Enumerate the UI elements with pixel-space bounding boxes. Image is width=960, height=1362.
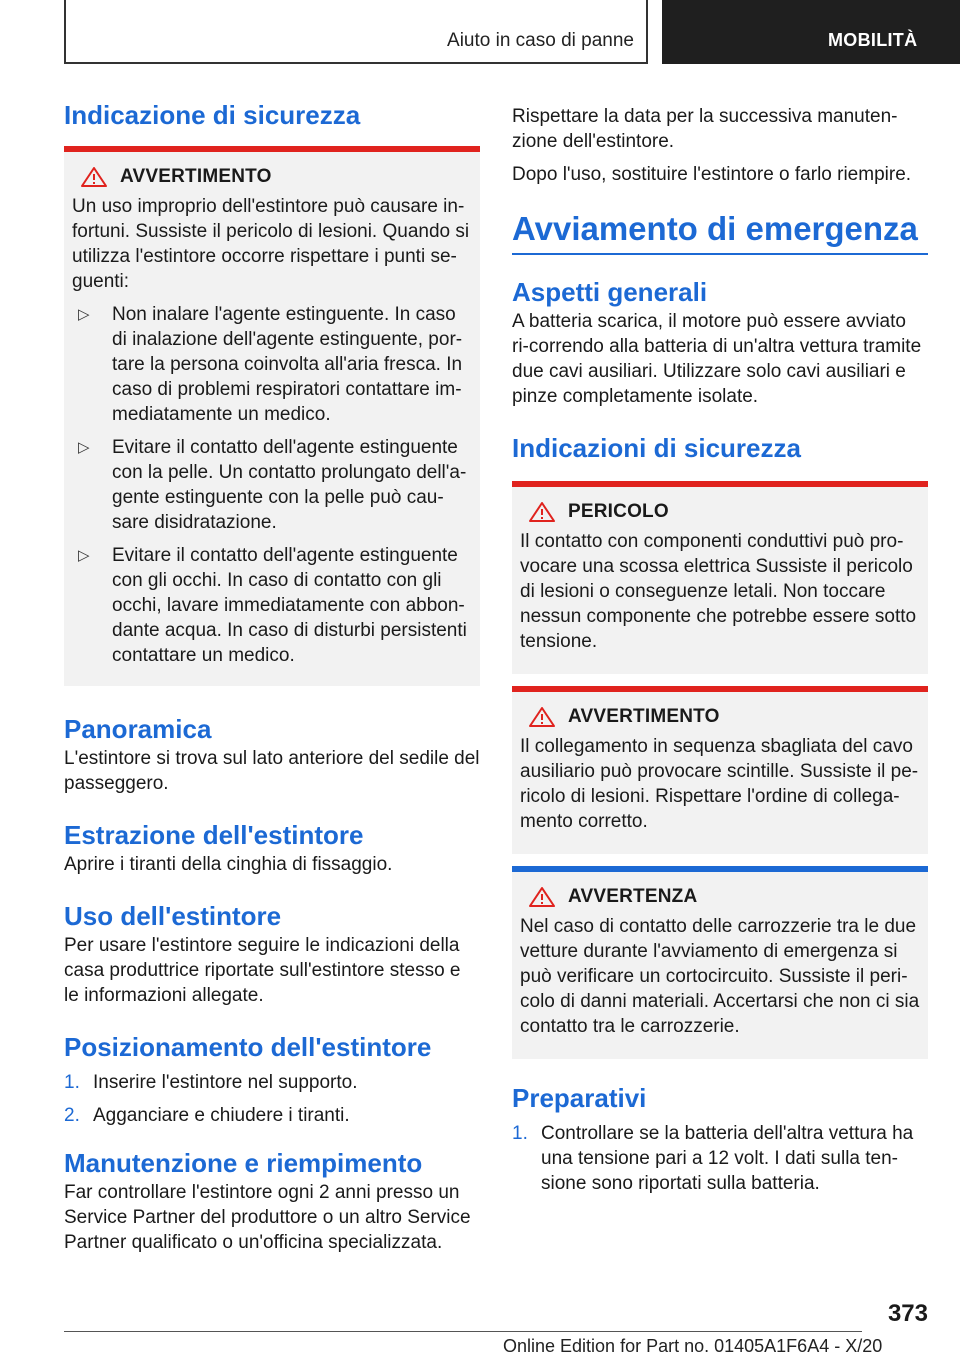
left-column bbox=[64, 98, 480, 1255]
step-number: 1. bbox=[64, 1072, 80, 1093]
continued-text: Rispettare la data per la successiva manuten-zione dell'estintore. bbox=[512, 106, 898, 152]
page-number: 373 bbox=[887, 1300, 928, 1327]
caution-text: Nel caso di contatto delle carrozzerie tra le due vetture durante l'avviamento di emergenza si può verificare un cortocircuito. Sussiste il peri-colo di danni materiali. Accertarsi che non ci sia contatto tra le carrozzerie. bbox=[520, 916, 920, 1037]
warning-label: AVVERTIMENTO bbox=[568, 706, 720, 727]
step-text: Inserire l'estintore nel supporto. bbox=[93, 1072, 358, 1093]
footer-edition: Online Edition for Part no. 01405A1F6A4 - X/20 bbox=[503, 1336, 883, 1356]
right-column bbox=[512, 104, 928, 1196]
general-text: A batteria scarica, il motore può essere avviato ri-correndo alla batteria di un'altra vettura tramite due cavi ausiliari. Utilizzare solo cavi ausiliari e pinze completamente isolate. bbox=[512, 311, 922, 407]
continued-text-2: Dopo l'uso, sostituire l'estintore o farlo riempire. bbox=[512, 164, 912, 185]
caution-triangle-icon bbox=[528, 886, 556, 908]
warning-text: Il collegamento in sequenza sbagliata del cavo ausiliario può provocare scintille. Sussiste il pe-ricolo di lesioni. Rispettare l'ordine di collega-mento corretto. bbox=[520, 736, 919, 832]
warning-label: AVVERTIMENTO bbox=[120, 166, 272, 187]
section-tab-label: MOBILITÀ bbox=[828, 30, 918, 50]
step-number: 1. bbox=[512, 1123, 528, 1144]
list-item bbox=[512, 1121, 928, 1196]
heading-removal: Estrazione dell'estintore bbox=[64, 820, 364, 850]
warning-triangle-icon bbox=[80, 166, 108, 188]
removal-text: Aprire i tiranti della cinghia di fissaggio. bbox=[64, 854, 393, 875]
step-text: Agganciare e chiudere i tiranti. bbox=[93, 1105, 350, 1126]
warning-box-extinguisher bbox=[64, 146, 480, 686]
chapter-title: Aiuto in caso di panne bbox=[447, 30, 634, 51]
warning-box-header bbox=[520, 706, 920, 728]
danger-label: PERICOLO bbox=[568, 501, 669, 522]
warning-triangle-icon bbox=[528, 706, 556, 728]
maintenance-text: Far controllare l'estintore ogni 2 anni presso un Service Partner del produttore o un altro Service Partner qualificato o un'officina specializzata. bbox=[64, 1182, 471, 1253]
caution-box bbox=[512, 866, 928, 1059]
footer-divider bbox=[64, 1331, 862, 1332]
heading-preparations: Preparativi bbox=[512, 1083, 647, 1113]
heading-safety-note: Indicazione di sicurezza bbox=[64, 100, 361, 130]
warning-box-header bbox=[72, 166, 472, 188]
use-text: Per usare l'estintore seguire le indicazioni della casa produttrice riportate sull'estintore stesso e le informazioni allegate. bbox=[64, 935, 461, 1006]
overview-text: L'estintore si trova sul lato anteriore del sedile del passeggero. bbox=[64, 748, 480, 794]
danger-text: Il contatto con componenti conduttivi può pro-vocare una scossa elettrica Sussiste il pericolo di lesioni o conseguenze letali. Non toccare nessun componente che potrebbe essere sotto tensione. bbox=[520, 531, 917, 652]
caution-box-header bbox=[520, 886, 920, 908]
bullet-text: Non inalare l'agente estinguente. In caso di inalazione dell'agente estinguente, por-tare la persona coinvolta all'aria fresca. In caso di problemi respiratori contattare im-mediatamente un medico. bbox=[112, 304, 463, 425]
bullet-item bbox=[72, 435, 472, 535]
bullet-marker: ▷ bbox=[78, 547, 90, 564]
warning-box-cable bbox=[512, 686, 928, 854]
heading-positioning: Posizionamento dell'estintore bbox=[64, 1032, 432, 1062]
list-item bbox=[64, 1070, 480, 1095]
bullet-item bbox=[72, 302, 472, 427]
heading-use: Uso dell'estintore bbox=[64, 901, 282, 931]
heading-maintenance: Manutenzione e riempimento bbox=[64, 1148, 423, 1178]
bullet-marker: ▷ bbox=[78, 439, 90, 456]
list-item bbox=[64, 1103, 480, 1128]
heading-safety-notes: Indicazioni di sicurezza bbox=[512, 433, 801, 463]
heading-general: Aspetti generali bbox=[512, 277, 708, 307]
step-number: 2. bbox=[64, 1105, 80, 1126]
heading-jump-start: Avviamento di emergenza bbox=[512, 210, 918, 247]
bullet-marker: ▷ bbox=[78, 306, 90, 323]
danger-box-header bbox=[520, 501, 920, 523]
warning-intro: Un uso improprio dell'estintore può causare in-fortuni. Sussiste il pericolo di lesioni. Quando si utilizza l'estintore occorre rispettare i punti se-guenti: bbox=[72, 196, 470, 292]
danger-box bbox=[512, 481, 928, 674]
warning-triangle-icon bbox=[528, 501, 556, 523]
header-section-tab bbox=[662, 0, 960, 64]
heading-overview: Panoramica bbox=[64, 714, 212, 744]
caution-label: AVVERTENZA bbox=[568, 886, 698, 907]
step-text: Controllare se la batteria dell'altra vettura ha una tensione pari a 12 volt. I dati sulla ten-sione sono riportati sulla batteria. bbox=[541, 1123, 914, 1194]
header-chapter-box bbox=[64, 0, 648, 64]
bullet-text: Evitare il contatto dell'agente estinguente con la pelle. Un contatto prolungato dell'a-gente estinguente con la pelle può cau-sare disidratazione. bbox=[112, 437, 467, 533]
bullet-item bbox=[72, 543, 472, 668]
bullet-text: Evitare il contatto dell'agente estinguente con gli occhi. In caso di contatto con gli occhi, lavare immediatamente con abbon-dante acqua. In caso di disturbi persistenti contattare un medico. bbox=[112, 545, 467, 666]
